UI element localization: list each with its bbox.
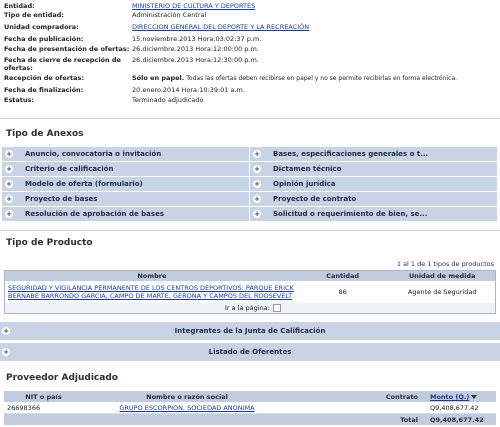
- anexo-label: Opinión jurídica: [273, 180, 336, 188]
- plus-circle-icon: +: [3, 348, 9, 356]
- detail-label: Entidad:: [4, 2, 35, 10]
- anexo-label: Bases, especificaciones generales o t...: [273, 150, 429, 158]
- column-header: Nombre o razón social: [146, 392, 228, 401]
- anexo-label: Solicitud o requerimiento de bien, se...: [273, 210, 428, 218]
- detail-recepcion: [4, 74, 494, 86]
- detail-fecha-publicacion: [4, 35, 494, 45]
- provider-nit: 26698366: [7, 403, 41, 412]
- table-row: [4, 402, 496, 414]
- detail-label: Estatus:: [4, 96, 35, 104]
- plus-circle-icon: +: [254, 180, 260, 188]
- total-label: Total: [400, 415, 418, 424]
- plus-circle-icon: +: [254, 150, 260, 158]
- anexo-label: Resolución de aprobación de bases: [25, 210, 164, 218]
- detail-unidad: [4, 20, 494, 35]
- tender-details: [4, 2, 494, 106]
- detail-entidad: [4, 2, 494, 11]
- anexo-item[interactable]: [250, 192, 498, 206]
- anexo-label: Proyecto de contrato: [273, 195, 357, 203]
- provider-amount: Q9,408,677.42: [430, 403, 479, 412]
- goto-page-input[interactable]: [273, 304, 281, 312]
- anexo-item[interactable]: [250, 207, 498, 221]
- listado-oferentes-bar[interactable]: [0, 343, 500, 361]
- column-header: Nombre: [137, 272, 167, 280]
- producto-title: Tipo de Producto: [6, 238, 93, 248]
- detail-label: Fecha de cierre de recepción de ofertas:: [4, 56, 121, 72]
- product-pager: 1 al 1 de 1 tipos de productos: [396, 260, 494, 268]
- product-name-link[interactable]: SEGURIDAD Y VIGILANCIA PERMANENTE DE LOS CENTROS DEPORTIVOS: PARQUE ERICK BERNABE BARRONDO GARCIA, CAMPO DE MARTE, GERONA Y CAMPOS DEL ROOSEVELT: [8, 284, 294, 300]
- provider-table: [4, 391, 496, 425]
- plus-circle-icon: +: [3, 327, 9, 335]
- sort-monto-link[interactable]: Monto (Q.): [430, 392, 470, 401]
- anexos-panel: [2, 147, 498, 221]
- detail-value: 20.enero.2014 Hora:10:39:01 a.m.: [132, 86, 245, 94]
- detail-tipo-entidad: [4, 11, 494, 20]
- anexo-item[interactable]: [2, 162, 250, 176]
- detail-label: Fecha de finalización:: [4, 86, 84, 94]
- bar-label: Listado de Oferentes: [208, 348, 292, 356]
- goto-page-label: Ir a la página:: [225, 304, 270, 312]
- plus-circle-icon: +: [254, 210, 260, 218]
- plus-circle-icon: +: [6, 195, 12, 203]
- plus-circle-icon: +: [6, 180, 12, 188]
- table-row: [5, 281, 495, 303]
- column-header: Contrato: [385, 392, 418, 401]
- unidad-link[interactable]: DIRECCION GENERAL DEL DEPORTE Y LA RECREACIÓN: [132, 23, 310, 31]
- detail-fecha-finalizacion: [4, 86, 494, 96]
- product-quantity: 86: [338, 288, 347, 296]
- plus-circle-icon: +: [6, 210, 12, 218]
- column-header: Unidad de medida: [408, 272, 476, 280]
- detail-label: Unidad compradora:: [4, 23, 79, 31]
- detail-fecha-cierre: [4, 56, 494, 74]
- recepcion-note: Todas las ofertas deben recibirse en papel y no se permite recibirlas en forma electrónica.: [186, 75, 458, 82]
- plus-circle-icon: +: [6, 165, 12, 173]
- total-amount: Q9,408,677.42: [430, 415, 484, 424]
- detail-value: Administración Central: [132, 11, 207, 19]
- table-header: [4, 391, 496, 402]
- anexo-label: Proyecto de bases: [25, 195, 98, 203]
- detail-label: Tipo de entidad:: [4, 11, 65, 19]
- detail-value: 15.noviembre.2013 Hora:03:02:37 p.m.: [132, 35, 262, 43]
- anexo-label: Anuncio, convocatoria o invitación: [25, 150, 162, 158]
- anexos-title: Tipo de Anexos: [6, 129, 84, 139]
- product-table: [4, 270, 496, 314]
- anexo-item[interactable]: [2, 207, 250, 221]
- column-header: NIT o país: [25, 392, 62, 401]
- proveedor-title: Proveedor Adjudicado: [6, 373, 118, 383]
- bar-label: Integrantes de la Junta de Calificación: [174, 327, 326, 335]
- anexo-item[interactable]: [2, 177, 250, 191]
- divider: [0, 230, 500, 231]
- sort-down-icon: [471, 395, 477, 399]
- monto-column-header[interactable]: [428, 393, 496, 401]
- table-header: [5, 271, 495, 281]
- divider: [0, 118, 500, 119]
- anexo-label: Modelo de oferta (formulario): [25, 180, 143, 188]
- detail-value: 26.diciembre.2013 Hora:12:30:00 p.m.: [132, 56, 259, 64]
- table-footer: [5, 303, 495, 313]
- anexo-item[interactable]: [250, 162, 498, 176]
- detail-estatus: [4, 96, 494, 106]
- plus-circle-icon: +: [254, 195, 260, 203]
- detail-label: Fecha de publicación:: [4, 35, 84, 43]
- recepcion-mode: Sólo en papel.: [132, 74, 185, 82]
- column-header: Cantidad: [326, 272, 360, 280]
- anexo-item[interactable]: [250, 177, 498, 191]
- status-value: Terminado adjudicado: [132, 96, 204, 104]
- anexo-item[interactable]: [2, 192, 250, 206]
- plus-circle-icon: +: [6, 150, 12, 158]
- anexo-label: Criterio de calificación: [25, 165, 114, 173]
- junta-calificacion-bar[interactable]: [0, 322, 500, 340]
- plus-circle-icon: +: [254, 165, 260, 173]
- detail-label: Fecha de presentación de ofertas:: [4, 45, 130, 53]
- entidad-link[interactable]: MINISTERIO DE CULTURA Y DEPORTES: [132, 2, 256, 10]
- anexo-label: Dictamen técnico: [273, 165, 342, 173]
- detail-fecha-presentacion: [4, 45, 494, 56]
- total-row: [4, 414, 496, 425]
- detail-label: Recepción de ofertas:: [4, 74, 84, 82]
- provider-name-link[interactable]: GRUPO ESCORPION, SOCIEDAD ANONIMA: [119, 403, 255, 412]
- anexo-item[interactable]: [250, 147, 498, 161]
- product-unit: Agente de Seguridad: [407, 288, 477, 296]
- detail-value: 26.diciembre.2013 Hora:12:00:00 p.m.: [132, 45, 259, 53]
- anexo-item[interactable]: [2, 147, 250, 161]
